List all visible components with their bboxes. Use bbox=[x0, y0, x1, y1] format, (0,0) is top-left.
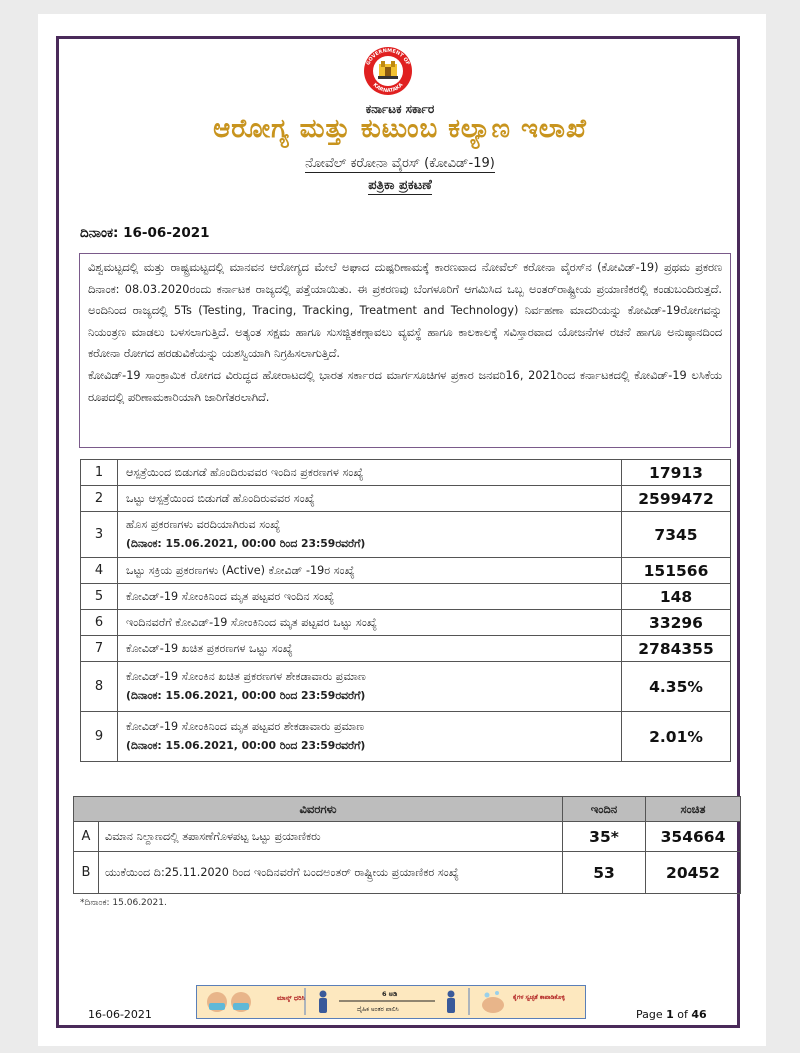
row-label-text: ಹೊಸ ಪ್ರಕರಣಗಳು ವರದಿಯಾಗಿರುವ ಸಂಖ್ಯೆ bbox=[126, 518, 281, 531]
row-today: 53 bbox=[563, 852, 646, 894]
row-value: 2784355 bbox=[622, 636, 731, 662]
document-type bbox=[0, 178, 800, 193]
intro-paragraph-1: ವಿಶ್ವಮಟ್ಟದಲ್ಲಿ ಮತ್ತು ರಾಷ್ಟ್ರಮಟ್ಟದಲ್ಲಿ ಮಾನವನ ಆರೋಗ್ಯದ ಮೇಲೆ ಅಘಾದ ದುಷ್ಪರಿಣಾಮಕ್ಕೆ ಕಾರಣವಾದ ನೋವೆಲ್ ಕರೋನಾ ವೈರಸ್‌ನ (ಕೋವಿಡ್-19) ಪ್ರಥಮ ಪ್ರಕರಣ ದಿನಾಂಕ: 08.03.2020ರಂದು ಕರ್ನಾಟಕ ರಾಜ್ಯದಲ್ಲಿ ಪತ್ತೆಯಾಯಿತು. ಈ ಪ್ರಕರಣವು ಬೆಂಗಳೂರಿಗೆ ಆಗಮಿಸಿದ ಒಬ್ಬ ಅಂತರ್‌ರಾಷ್ಟ್ರೀಯ ಪ್ರಯಾಣಿಕರಲ್ಲಿ ಕಂಡುಬಂದಿರುತ್ತದೆ. ಅಂದಿನಿಂದ ರಾಜ್ಯದಲ್ಲಿ 5Ts (Testing, Tracing, Tracking, Treatment and Technology) ನಿರ್ವಹಣಾ ಮಾದರಿಯನ್ನು ಕೋವಿಡ್-19ರೋಗವನ್ನು ನಿಯಂತ್ರಣ ಮಾಡಲು ಬಳಸಲಾಗುತ್ತಿದೆ. ಅತ್ಯಂತ ಸಕ್ಷಮ ಹಾಗೂ ಸುಸಜ್ಜಿತಕಣ್ಗಾವಲು ವ್ಯವಸ್ಥೆ ಹಾಗೂ ಕಾಲಕಾಲಕ್ಕೆ ಸವಿಸ್ತಾರವಾದ ಯೋಜನೆಗಳ ರಚನೆ ಹಾಗೂ ಅನುಷ್ಠಾನದಿಂದ ಕರೋನಾ ರೋಗದ ಹರಡುವಿಕೆಯನ್ನು ಯಶಸ್ವಿಯಾಗಿ ನಿಗ್ರಹಿಸಲಾಗುತ್ತಿದೆ. bbox=[88, 261, 722, 361]
row-label bbox=[118, 636, 622, 662]
row-label-text: ಒಟ್ಟು ಆಸ್ಪತ್ರೆಯಿಂದ ಬಿಡುಗಡೆ ಹೊಂದಿರುವವರ ಸಂಖ್ಯೆ bbox=[126, 491, 315, 505]
row-number: 2 bbox=[81, 486, 118, 512]
table-row bbox=[81, 486, 731, 512]
page-prefix: Page bbox=[636, 1008, 667, 1021]
row-number: 8 bbox=[81, 662, 118, 712]
row-date-range: (ದಿನಾಂಕ: 15.06.2021, 00:00 ರಿಂದ 23:59ರವರೆಗೆ) bbox=[126, 739, 366, 752]
covid-stats-table bbox=[80, 459, 731, 762]
table-row bbox=[74, 852, 741, 894]
row-label-text: ಒಟ್ಟು ಸಕ್ರಿಯ ಪ್ರಕರಣಗಳು (Active) ಕೋವಿಡ್ -19ರ ಸಂಖ್ಯೆ bbox=[126, 563, 355, 577]
row-label-text: ಆಸ್ಪತ್ರೆಯಿಂದ ಬಿಡುಗಡೆ ಹೊಂದಿರುವವರ ಇಂದಿನ ಪ್ರಕರಣಗಳ ಸಂಖ್ಯೆ bbox=[126, 465, 364, 479]
row-label bbox=[118, 712, 622, 762]
person-icon bbox=[447, 991, 455, 1014]
row-label-text: ಕೋವಿಡ್-19 ಸೋಂಕಿನಿಂದ ಮೃತ ಪಟ್ಟವರ ಇಂದಿನ ಸಂಖ್ಯೆ bbox=[126, 589, 335, 603]
row-label bbox=[118, 486, 622, 512]
row-label bbox=[118, 610, 622, 636]
row-date-range: (ದಿನಾಂಕ: 15.06.2021, 00:00 ರಿಂದ 23:59ರವರೆಗೆ) bbox=[126, 689, 366, 702]
safety-banner-graphic bbox=[197, 986, 584, 1017]
table-row bbox=[74, 822, 741, 852]
table-row bbox=[81, 460, 731, 486]
row-value: 7345 bbox=[622, 512, 731, 558]
row-value: 2.01% bbox=[622, 712, 731, 762]
banner-mask-text: ಮಾಸ್ಕ್ ಧರಿಸಿ bbox=[277, 994, 305, 1002]
row-date-range: (ದಿನಾಂಕ: 15.06.2021, 00:00 ರಿಂದ 23:59ರವರೆಗೆ) bbox=[126, 537, 366, 550]
subtitle bbox=[0, 156, 800, 171]
date-line: ದಿನಾಂಕ: 16-06-2021 bbox=[80, 225, 210, 241]
page-of: of bbox=[673, 1008, 692, 1021]
row-number: 6 bbox=[81, 610, 118, 636]
travel-stats-table bbox=[73, 796, 741, 894]
svg-text:KARNATAKA: KARNATAKA bbox=[371, 82, 405, 95]
row-label bbox=[118, 584, 622, 610]
row-value: 148 bbox=[622, 584, 731, 610]
header-cumulative: ಸಂಚಿತ bbox=[646, 797, 741, 822]
intro-paragraph-2: ಕೋವಿಡ್-19 ಸಾಂಕ್ರಾಮಿಕ ರೋಗದ ವಿರುದ್ಧದ ಹೋರಾಟದಲ್ಲಿ ಭಾರತ ಸರ್ಕಾರದ ಮಾರ್ಗಸೂಚಿಗಳ ಪ್ರಕಾರ ಜನವರಿ16, 2021ರಿಂದ ಕರ್ನಾಟಕದಲ್ಲಿ ಕೋವಿಡ್-19 ಲಸಿಕೆಯ ರೂಪದಲ್ಲಿ ಪರಿಣಾಮಕಾರಿಯಾಗಿ ಜಾರಿಗೆತರಲಾಗಿದೆ. bbox=[88, 368, 722, 404]
travel-header-row bbox=[74, 797, 741, 822]
government-name: ಕರ್ನಾಟಕ ಸರ್ಕಾರ bbox=[365, 102, 435, 116]
subtitle-text: ನೋವೆಲ್ ಕರೋನಾ ವೈರಸ್ (ಕೋವಿಡ್-19) bbox=[305, 156, 495, 171]
page-current: 1 bbox=[666, 1008, 674, 1021]
header-details: ವಿವರಗಳು bbox=[74, 797, 563, 822]
intro-box bbox=[79, 253, 731, 448]
page-number bbox=[636, 1008, 707, 1021]
row-label bbox=[118, 558, 622, 584]
row-letter: A bbox=[74, 822, 99, 852]
row-label-text: ಕೋವಿಡ್-19 ಸೋಂಕಿನ ಖಚಿತ ಪ್ರಕರಣಗಳ ಶೇಕಡಾವಾರು ಪ್ರಮಾಣ bbox=[126, 670, 366, 683]
row-number: 4 bbox=[81, 558, 118, 584]
table-row bbox=[81, 662, 731, 712]
row-value: 17913 bbox=[622, 460, 731, 486]
document-type-text: ಪತ್ರಿಕಾ ಪ್ರಕಟಣೆ bbox=[368, 178, 432, 193]
row-letter: B bbox=[74, 852, 99, 894]
footer-date: 16-06-2021 bbox=[88, 1008, 152, 1021]
row-value: 4.35% bbox=[622, 662, 731, 712]
table-row bbox=[81, 712, 731, 762]
row-label bbox=[118, 662, 622, 712]
row-value: 2599472 bbox=[622, 486, 731, 512]
safety-banner bbox=[196, 985, 586, 1019]
row-number: 3 bbox=[81, 512, 118, 558]
hand-wash-icon bbox=[482, 991, 504, 1013]
row-label: ಯುಕೆಯಿಂದ ದಿ:25.11.2020 ರಿಂದ ಇಂದಿನವರೆಗೆ ಬಂದಅಂತರ್ ರಾಷ್ಟ್ರೀಯ ಪ್ರಯಾಣಿಕರ ಸಂಖ್ಯೆ bbox=[99, 852, 563, 894]
row-cumulative: 20452 bbox=[646, 852, 741, 894]
row-label bbox=[118, 460, 622, 486]
row-number: 9 bbox=[81, 712, 118, 762]
masked-face-icon bbox=[207, 992, 251, 1012]
table-row bbox=[81, 584, 731, 610]
banner-distance-text: ದೈಹಿಕ ಅಂತರ ಪಾಲಿಸಿ bbox=[357, 1006, 399, 1013]
person-icon bbox=[319, 991, 327, 1014]
svg-text:GOVERNMENT OF: GOVERNMENT OF bbox=[365, 47, 411, 67]
government-seal-logo bbox=[351, 46, 425, 96]
row-today: 35* bbox=[563, 822, 646, 852]
page-total: 46 bbox=[691, 1008, 707, 1021]
row-label-text: ಕೋವಿಡ್-19 ಸೋಂಕಿನಿಂದ ಮೃತ ಪಟ್ಟವರ ಶೇಕಡಾವಾರು ಪ್ರಮಾಣ bbox=[126, 720, 365, 733]
row-number: 1 bbox=[81, 460, 118, 486]
row-label: ವಿಮಾನ ನಿಲ್ದಾಣದಲ್ಲಿ ತಪಾಸಣೆಗೊಳಪಟ್ಟ ಒಟ್ಟು ಪ್ರಯಾಣಿಕರು bbox=[99, 822, 563, 852]
row-number: 5 bbox=[81, 584, 118, 610]
table-row bbox=[81, 558, 731, 584]
row-value: 33296 bbox=[622, 610, 731, 636]
table-row bbox=[81, 512, 731, 558]
banner-hands-text: ಕೈಗಳ ಸ್ವಚ್ಛತೆ ಕಾಪಾಡಿಕೊಳ್ಳಿ bbox=[513, 994, 565, 1001]
table-row bbox=[81, 636, 731, 662]
header-today: ಇಂದಿನ bbox=[563, 797, 646, 822]
table-row bbox=[81, 610, 731, 636]
row-label-text: ಕೋವಿಡ್-19 ಖಚಿತ ಪ್ರಕರಣಗಳ ಒಟ್ಟು ಸಂಖ್ಯೆ bbox=[126, 641, 293, 655]
row-number: 7 bbox=[81, 636, 118, 662]
row-label bbox=[118, 512, 622, 558]
row-label-text: ಇಂದಿನವರೆಗೆ ಕೋವಿಡ್-19 ಸೋಂಕಿನಿಂದ ಮೃತ ಪಟ್ಟವರ ಒಟ್ಟು ಸಂಖ್ಯೆ bbox=[126, 615, 377, 629]
department-title: ಆರೋಗ್ಯ ಮತ್ತು ಕುಟುಂಬ ಕಲ್ಯಾಣ ಇಲಾಖೆ bbox=[213, 114, 587, 144]
row-value: 151566 bbox=[622, 558, 731, 584]
footnote: *ದಿನಾಂಕ: 15.06.2021. bbox=[80, 898, 167, 908]
banner-distance-value: 6 ಅಡಿ bbox=[382, 990, 398, 998]
row-cumulative: 354664 bbox=[646, 822, 741, 852]
